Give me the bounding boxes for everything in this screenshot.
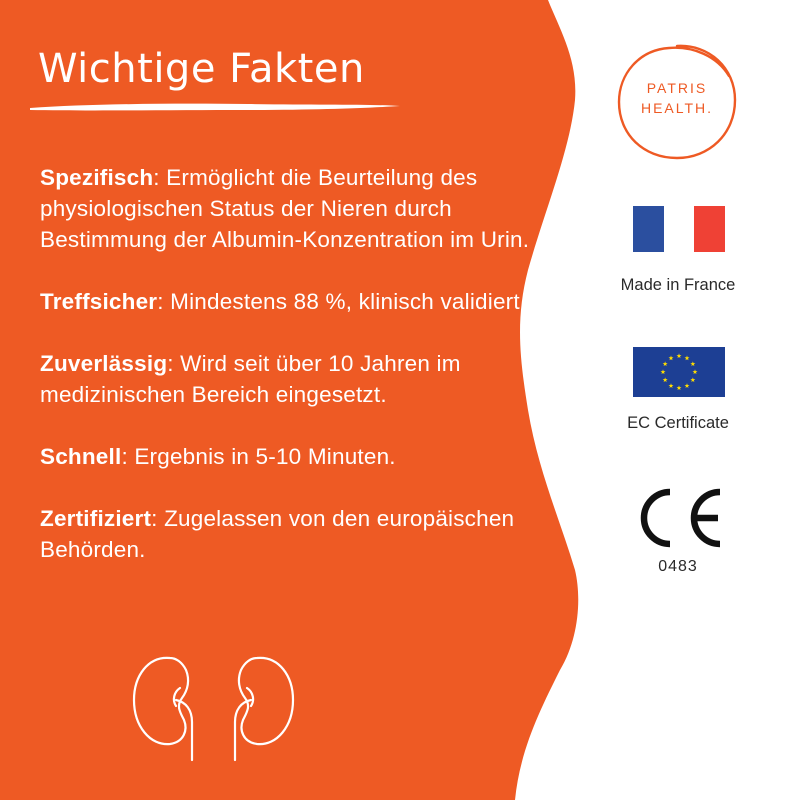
fact-item-reliable [40,348,530,410]
page-title: Wichtige Fakten [38,46,365,92]
fact-text: : Mindestens 88 %, klinisch validiert. [157,289,527,314]
fact-item-fast [40,441,530,472]
france-flag-icon [633,206,725,252]
fact-term: Spezifisch [40,165,154,190]
kidneys-icon [126,652,301,762]
fact-text: : Wird seit über 10 Jahren im medizinischen Bereich eingesetzt. [40,351,461,407]
made-in-france-label: Made in France [620,276,736,294]
logo-line2: HEALTH. [640,100,714,116]
fact-item-certified [40,503,530,565]
fact-term: Zuverlässig [40,351,168,376]
eu-flag-icon [633,347,725,397]
flag-red-stripe [694,206,725,252]
fact-text: : Ergebnis in 5-10 Minuten. [121,444,396,469]
fact-term: Zertifiziert [40,506,152,531]
flag-white-stripe [664,206,695,252]
fact-term: Treffsicher [40,289,158,314]
ce-mark-icon [630,486,726,550]
fact-term: Schnell [40,444,122,469]
fact-text: : Ermöglicht die Beurteilung des physiologischen Status der Nieren durch Bestimmung der Albumin-Konzentration im Urin. [40,165,530,252]
title-underline [28,98,408,118]
ce-number: 0483 [658,558,698,575]
patris-health-logo [613,40,741,164]
logo-line1: PATRIS [646,80,708,96]
ec-certificate-label: EC Certificate [627,414,729,432]
facts-list [40,162,530,565]
fact-item-accurate [40,286,530,317]
flag-blue-stripe [633,206,664,252]
fact-text: : Zugelassen von den europäischen Behörden. [40,506,515,562]
fact-item-specific [40,162,530,255]
